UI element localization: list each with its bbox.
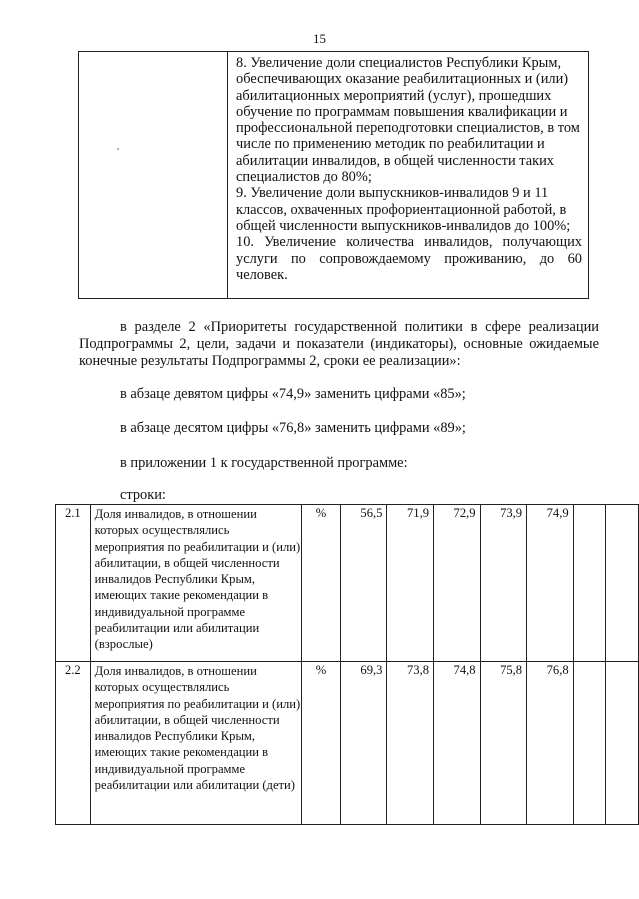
empty-cell bbox=[606, 505, 639, 662]
value-cell: 69,3 bbox=[340, 662, 387, 825]
goal-item-10: 10. Увеличение количества инвалидов, получающих услуги по сопровождаемому проживанию, до 60 человек. bbox=[236, 234, 582, 283]
scan-speck bbox=[117, 148, 119, 150]
page-number: 15 bbox=[313, 31, 326, 46]
goals-table-right-cell bbox=[228, 52, 589, 299]
empty-cell bbox=[573, 505, 606, 662]
table-row bbox=[56, 505, 639, 662]
unit-cell: % bbox=[301, 662, 340, 825]
goal-item-9: 9. Увеличение доли выпускников-инвалидов 9 и 11 классов, охваченных профориентационной работой, в общей численности выпускников-инвалидов до 100%; bbox=[236, 185, 571, 234]
ninth-paragraph-instruction: в абзаце девятом цифры «74,9» заменить цифрами «85»; bbox=[120, 386, 466, 402]
rows-label: строки: bbox=[120, 487, 166, 503]
value-cell: 75,8 bbox=[480, 662, 527, 825]
goals-table-left-cell bbox=[79, 52, 228, 299]
indicator-name: Доля инвалидов, в отношении которых осуществлялись мероприятия по реабилитации и (или) абилитации, в общей численности инвалидов Республики Крым, имеющих такие рекомендации в индивидуальной программе реабилитации или абилитации (взрослые) bbox=[90, 505, 301, 662]
empty-cell bbox=[573, 662, 606, 825]
continued-goals-table bbox=[78, 51, 589, 299]
indicators-table bbox=[55, 504, 639, 825]
empty-cell bbox=[606, 662, 639, 825]
row-number: 2.2 bbox=[56, 662, 91, 825]
tenth-paragraph-instruction: в абзаце десятом цифры «76,8» заменить цифрами «89»; bbox=[120, 420, 466, 436]
value-cell: 56,5 bbox=[340, 505, 387, 662]
value-cell: 73,9 bbox=[480, 505, 527, 662]
row-number: 2.1 bbox=[56, 505, 91, 662]
section-2-paragraph: в разделе 2 «Приоритеты государственной политики в сфере реализации Подпрограммы 2, цели, задачи и показатели (индикаторы), основные ожидаемые конечные результаты Подпрограммы 2, сроки ее реализации»: bbox=[79, 319, 599, 369]
value-cell: 72,9 bbox=[434, 505, 481, 662]
value-cell: 73,8 bbox=[387, 662, 434, 825]
goal-item-8: 8. Увеличение доли специалистов Республики Крым, обеспечивающих оказание реабилитационных и (или) абилитационных мероприятий (услуг), прошедших обучение по программам повышения квалификации и профессиональной переподготовки специалистов, в том числе по применению методик по реабилитации и абилитации инвалидов, в общей численности таких специалистов до 80%; bbox=[236, 55, 580, 186]
value-cell: 74,9 bbox=[527, 505, 574, 662]
value-cell: 74,8 bbox=[434, 662, 481, 825]
value-cell: 76,8 bbox=[527, 662, 574, 825]
indicator-name: Доля инвалидов, в отношении которых осуществлялись мероприятия по реабилитации и (или) абилитации, в общей численности инвалидов Республики Крым, имеющих такие рекомендации в индивидуальной программе реабилитации или абилитации (дети) bbox=[90, 662, 301, 825]
value-cell: 71,9 bbox=[387, 505, 434, 662]
table-row bbox=[56, 662, 639, 825]
unit-cell: % bbox=[301, 505, 340, 662]
annex-instruction: в приложении 1 к государственной программе: bbox=[120, 455, 408, 471]
